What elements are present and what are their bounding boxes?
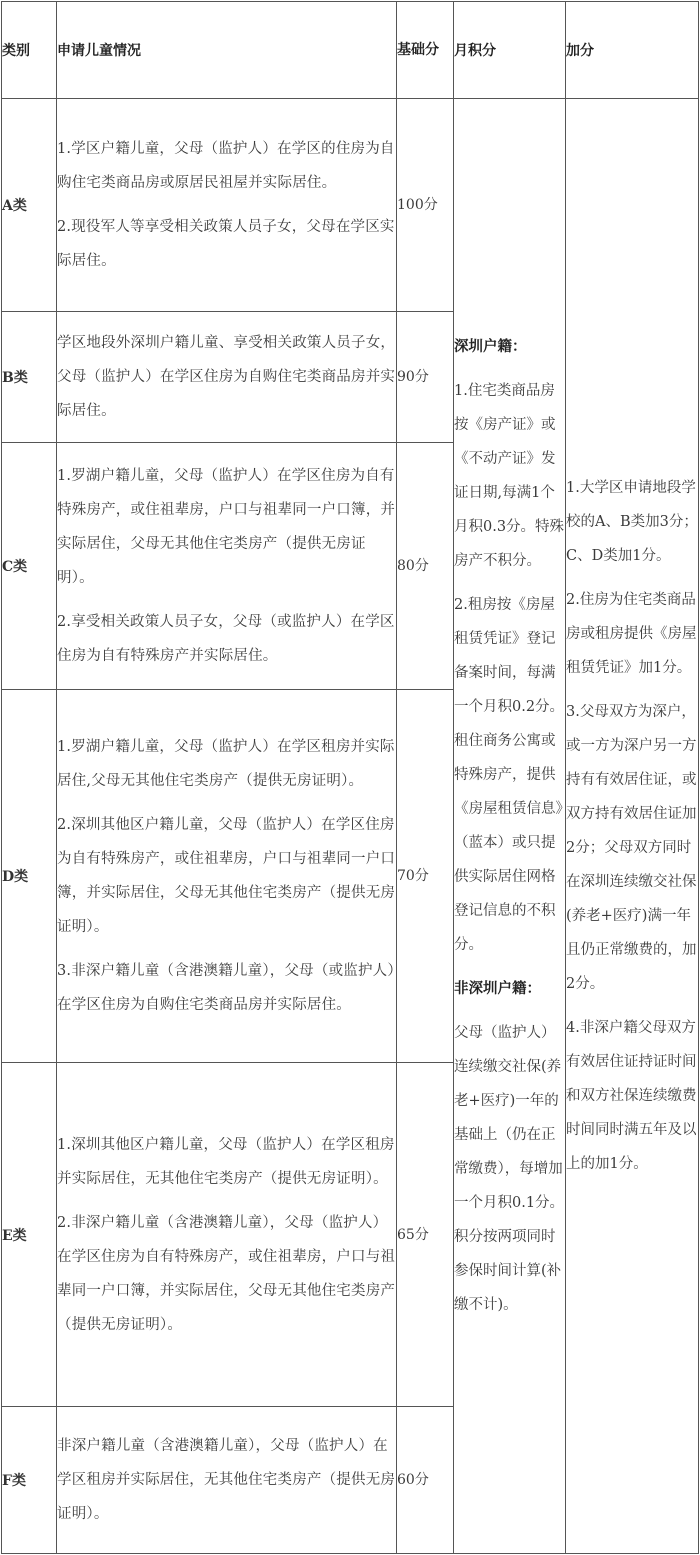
- base-points-b: 90分: [397, 312, 454, 443]
- bonus-points-cell: [566, 99, 699, 1554]
- table-header-row: [2, 2, 699, 99]
- base-points-f: 60分: [397, 1407, 454, 1554]
- category-a: A类: [2, 99, 57, 312]
- situation-a-item-1: 1.学区户籍儿童，父母（监护人）在学区的住房为自购住宅类商品房或原居民祖屋并实际居住。: [57, 141, 395, 191]
- situation-c-item-2: 2.享受相关政策人员子女，父母（或监护人）在学区住房为自有特殊房产并实际居住。: [57, 614, 395, 664]
- category-b: B类: [2, 312, 57, 443]
- situation-c: [57, 443, 397, 690]
- admission-points-table: [1, 1, 699, 1554]
- header-situation: 申请儿童情况: [57, 2, 397, 99]
- monthly-shenzhen-title: 深圳户籍：: [454, 338, 527, 355]
- situation-e-item-1: 1.深圳其他区户籍儿童，父母（监护人）在学区租房并实际居住，无其他住宅类房产（提供无房证明）。: [57, 1136, 395, 1187]
- bonus-item-2: 2.住房为住宅类商品房或租房提供《房屋租赁凭证》加1分。: [566, 592, 697, 676]
- situation-c-item-1: 1.罗湖户籍儿童，父母（监护人）在学区住房为自有特殊房产，或住祖辈房，户口与祖辈同一户口簿，并实际居住，父母无其他住宅类房产（提供无房证明）。: [57, 468, 396, 586]
- monthly-points-cell: [454, 99, 566, 1554]
- monthly-non-shenzhen-title: 非深圳户籍：: [454, 980, 541, 997]
- base-points-e: 65分: [397, 1063, 454, 1407]
- header-monthly-points: 月积分: [454, 2, 566, 99]
- monthly-shenzhen-item-1: 1.住宅类商品房按《房产证》或《不动产证》发证日期,每满1个月积0.3分。特殊房产不积分。: [454, 383, 565, 569]
- base-points-c: 80分: [397, 443, 454, 690]
- header-category: 类别: [2, 2, 57, 99]
- bonus-item-4: 4.非深户籍父母双方有效居住证持证时间和双方社保连续缴费时间同时满五年及以上的加1分。: [566, 1020, 697, 1172]
- situation-e: [57, 1063, 397, 1407]
- category-e: E类: [2, 1063, 57, 1407]
- situation-d-item-3: 3.非深户籍儿童（含港澳籍儿童），父母（或监护人）在学区住房为自购住宅类商品房并实际居住。: [57, 963, 395, 1013]
- monthly-shenzhen-item-2: 2.租房按《房屋租赁凭证》登记备案时间，每满一个月积0.2分。租住商务公寓或特殊房产，提供《房屋租赁信息》（蓝本）或只提供实际居住网格登记信息的不积分。: [454, 597, 565, 953]
- table-row-a: [2, 99, 699, 312]
- situation-f-item-1: 非深户籍儿童（含港澳籍儿童），父母（监护人）在学区租房并实际居住，无其他住宅类房产（提供无房证明）。: [57, 1438, 396, 1522]
- situation-b-item-1: 学区地段外深圳户籍儿童、享受相关政策人员子女，父母（监护人）在学区住房为自购住宅类商品房并实际居住。: [57, 335, 396, 419]
- situation-d-item-2: 2.深圳其他区户籍儿童，父母（监护人）在学区住房为自有特殊房产，或住祖辈房，户口与祖辈同一户口簿，并实际居住，父母无其他住宅类房产（提供无房证明）。: [57, 817, 396, 935]
- category-f: F类: [2, 1407, 57, 1554]
- category-c: C类: [2, 443, 57, 690]
- bonus-item-3: 3.父母双方为深户，或一方为深户另一方持有有效居住证，或双方持有效居住证加2分；父母双方同时在深圳连续缴交社保(养老+医疗)满一年且仍正常缴费的，加2分。: [566, 704, 697, 992]
- category-d: D类: [2, 690, 57, 1063]
- bonus-item-1: 1.大学区申请地段学校的A、B类加3分；C、D类加1分。: [566, 480, 698, 564]
- situation-a: [57, 99, 397, 312]
- situation-b: [57, 312, 397, 443]
- monthly-non-shenzhen-item: 父母（监护人）连续缴交社保(养老+医疗)一年的基础上（仍在正常缴费），每增加一个月积0.1分。积分按两项同时参保时间计算(补缴不计)。: [454, 1025, 565, 1313]
- situation-e-item-2: 2.非深户籍儿童（含港澳籍儿童），父母（监护人）在学区住房为自有特殊房产，或住祖辈房，户口与祖辈同一户口簿，并实际居住，父母无其他住宅类房产（提供无房证明）。: [57, 1214, 396, 1333]
- situation-f: [57, 1407, 397, 1554]
- header-bonus-points: 加分: [566, 2, 699, 99]
- base-points-d: 70分: [397, 690, 454, 1063]
- base-points-a: 100分: [397, 99, 454, 312]
- situation-a-item-2: 2.现役军人等享受相关政策人员子女，父母在学区实际居住。: [57, 219, 395, 269]
- header-base-points: 基础分: [397, 2, 454, 99]
- situation-d: [57, 690, 397, 1063]
- situation-d-item-1: 1.罗湖户籍儿童，父母（监护人）在学区租房并实际居住,父母无其他住宅类房产（提供无房证明）。: [57, 739, 395, 789]
